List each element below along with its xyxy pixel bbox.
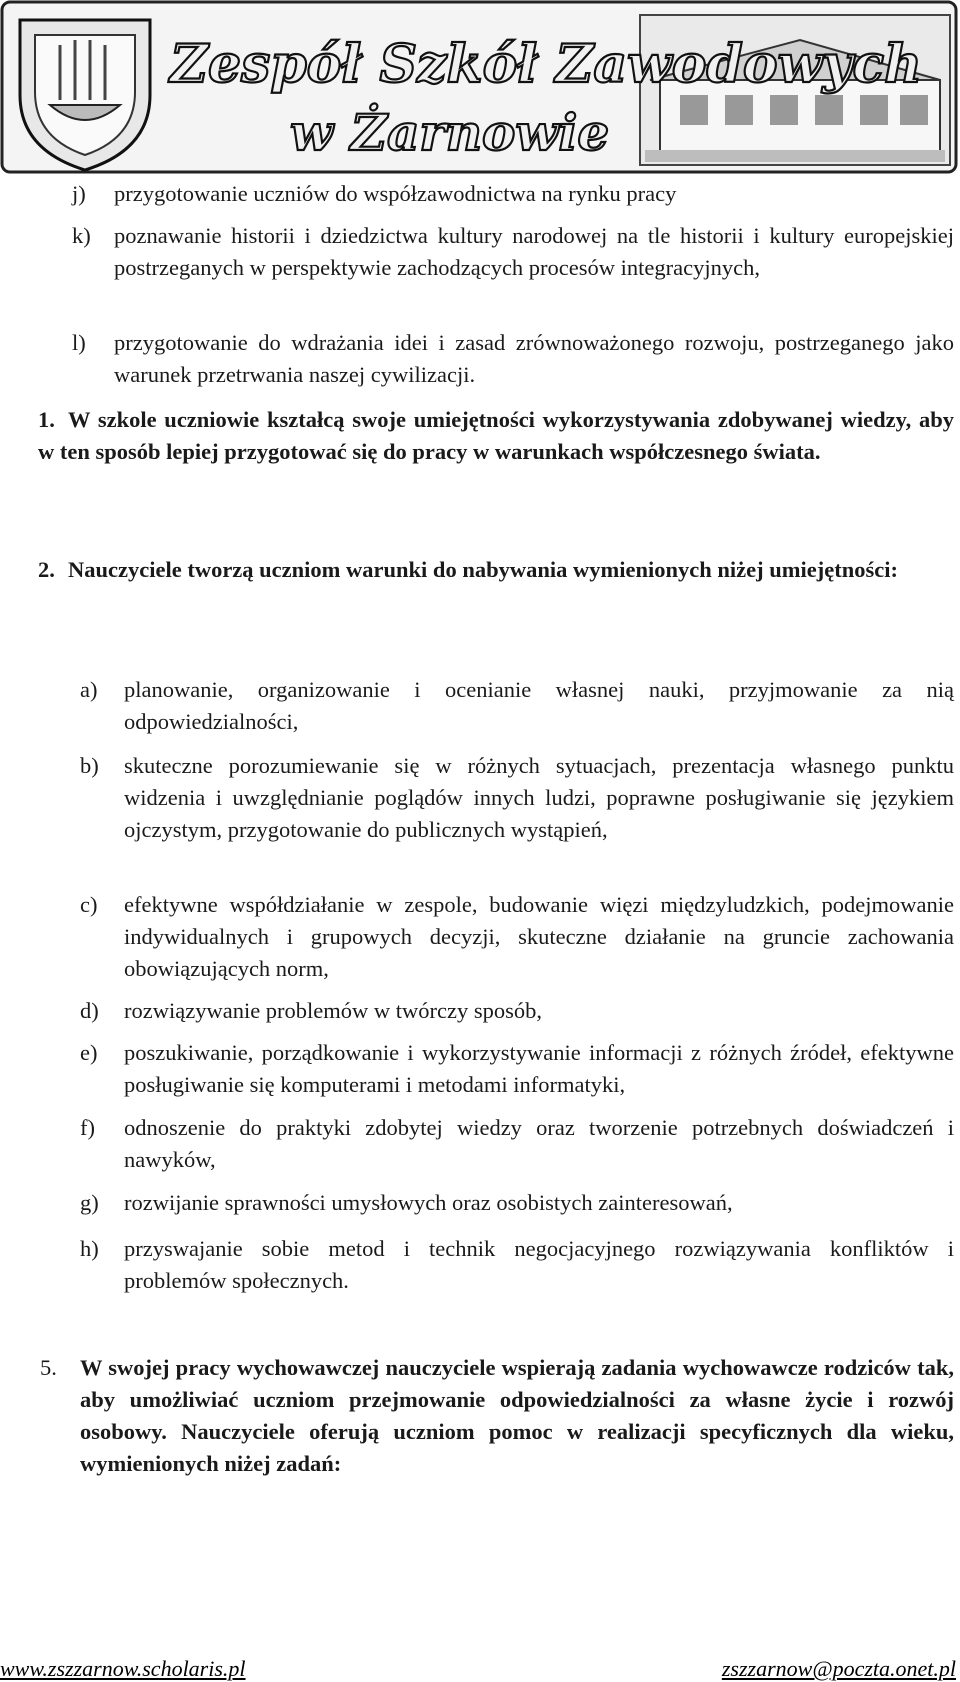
skill-item-d xyxy=(80,995,954,1027)
list-text: przygotowanie do wdrażania idei i zasad zrównoważonego rozwoju, postrzeganego jako warunek przetrwania naszej cywilizacji. xyxy=(114,330,954,387)
point-1 xyxy=(38,404,954,468)
list-text: planowanie, organizowanie i ocenianie własnej nauki, przyjmowanie za nią odpowiedzialności, xyxy=(124,677,954,734)
list-text: przyswajanie sobie metod i technik negocjacyjnego rozwiązywania konfliktów i problemów społecznych. xyxy=(124,1236,954,1293)
list-label: j) xyxy=(72,181,86,206)
skill-item-c xyxy=(80,889,954,985)
point-label: 1. xyxy=(38,407,55,432)
list-label: e) xyxy=(80,1040,98,1065)
list-item-k xyxy=(72,220,954,284)
list-label: h) xyxy=(80,1236,99,1261)
list-text: skuteczne porozumiewanie się w różnych sytuacjach, prezentacja własnego punktu widzenia i uwzględnianie poglądów innych ludzi, poprawne posługiwanie się językiem ojczystym, przygotowanie do publicznych wystąpień, xyxy=(124,753,954,842)
list-text: poszukiwanie, porządkowanie i wykorzystywanie informacji z różnych źródeł, efektywne posługiwanie się komputerami i metodami informatyki, xyxy=(124,1040,954,1097)
skill-item-g xyxy=(80,1187,954,1219)
skill-item-b xyxy=(80,750,954,846)
list-label: d) xyxy=(80,998,99,1023)
list-label: g) xyxy=(80,1190,99,1215)
list-item-l xyxy=(72,327,954,391)
footer-email-link[interactable]: zszzarnow@poczta.onet.pl xyxy=(721,1656,956,1681)
skill-item-a xyxy=(80,674,954,738)
skill-item-h xyxy=(80,1233,954,1297)
point-5 xyxy=(40,1352,954,1480)
list-label: f) xyxy=(80,1115,95,1140)
school-logo xyxy=(0,0,960,178)
point-text: W szkole uczniowie kształcą swoje umiejętności wykorzystywania zdobywanej wiedzy, aby w ten sposób lepiej przygotować się do pracy w warunkach współczesnego świata. xyxy=(38,407,954,464)
list-label: c) xyxy=(80,892,98,917)
point-2 xyxy=(38,554,954,586)
logo-text-line1: Zespół Szkół Zawodowych xyxy=(170,34,922,95)
list-text: przygotowanie uczniów do współzawodnictwa na rynku pracy xyxy=(114,181,677,206)
header-banner xyxy=(0,0,960,178)
point-text: Nauczyciele tworzą uczniom warunki do nabywania wymienionych niżej umiejętności: xyxy=(68,557,898,582)
footer-website-link[interactable]: www.zszzarnow.scholaris.pl xyxy=(0,1656,246,1681)
list-label: k) xyxy=(72,223,91,248)
point-label: 2. xyxy=(38,557,55,582)
logo-text-line2: w Żarnowie xyxy=(290,103,610,162)
list-text: rozwiązywanie problemów w twórczy sposób, xyxy=(124,998,543,1023)
skill-item-e xyxy=(80,1037,954,1101)
list-label: b) xyxy=(80,753,99,778)
list-text: rozwijanie sprawności umysłowych oraz osobistych zainteresowań, xyxy=(124,1190,733,1215)
list-text: poznawanie historii i dziedzictwa kultury narodowej na tle historii i kultury europejskiej postrzeganych w perspektywie zachodzących procesów integracyjnych, xyxy=(114,223,954,280)
skill-item-f xyxy=(80,1112,954,1176)
list-label: l) xyxy=(72,330,86,355)
list-text: odnoszenie do praktyki zdobytej wiedzy oraz tworzenie potrzebnych doświadczeń i nawyków, xyxy=(124,1115,954,1172)
list-item-j xyxy=(72,178,954,210)
point-label: 5. xyxy=(40,1355,57,1380)
list-text: efektywne współdziałanie w zespole, budowanie więzi międzyludzkich, podejmowanie indywidualnych i grupowych decyzji, skuteczne działanie na gruncie zachowania obowiązujących norm, xyxy=(124,892,954,981)
list-label: a) xyxy=(80,677,98,702)
point-text: W swojej pracy wychowawczej nauczyciele wspierają zadania wychowawcze rodziców tak, aby umożliwiać uczniom przejmowanie odpowiedzialności za własne życie i rozwój osobowy. Nauczyciele oferują uczniom pomoc w realizacji specyficznych dla wieku, wymienionych niżej zadań: xyxy=(80,1355,954,1476)
